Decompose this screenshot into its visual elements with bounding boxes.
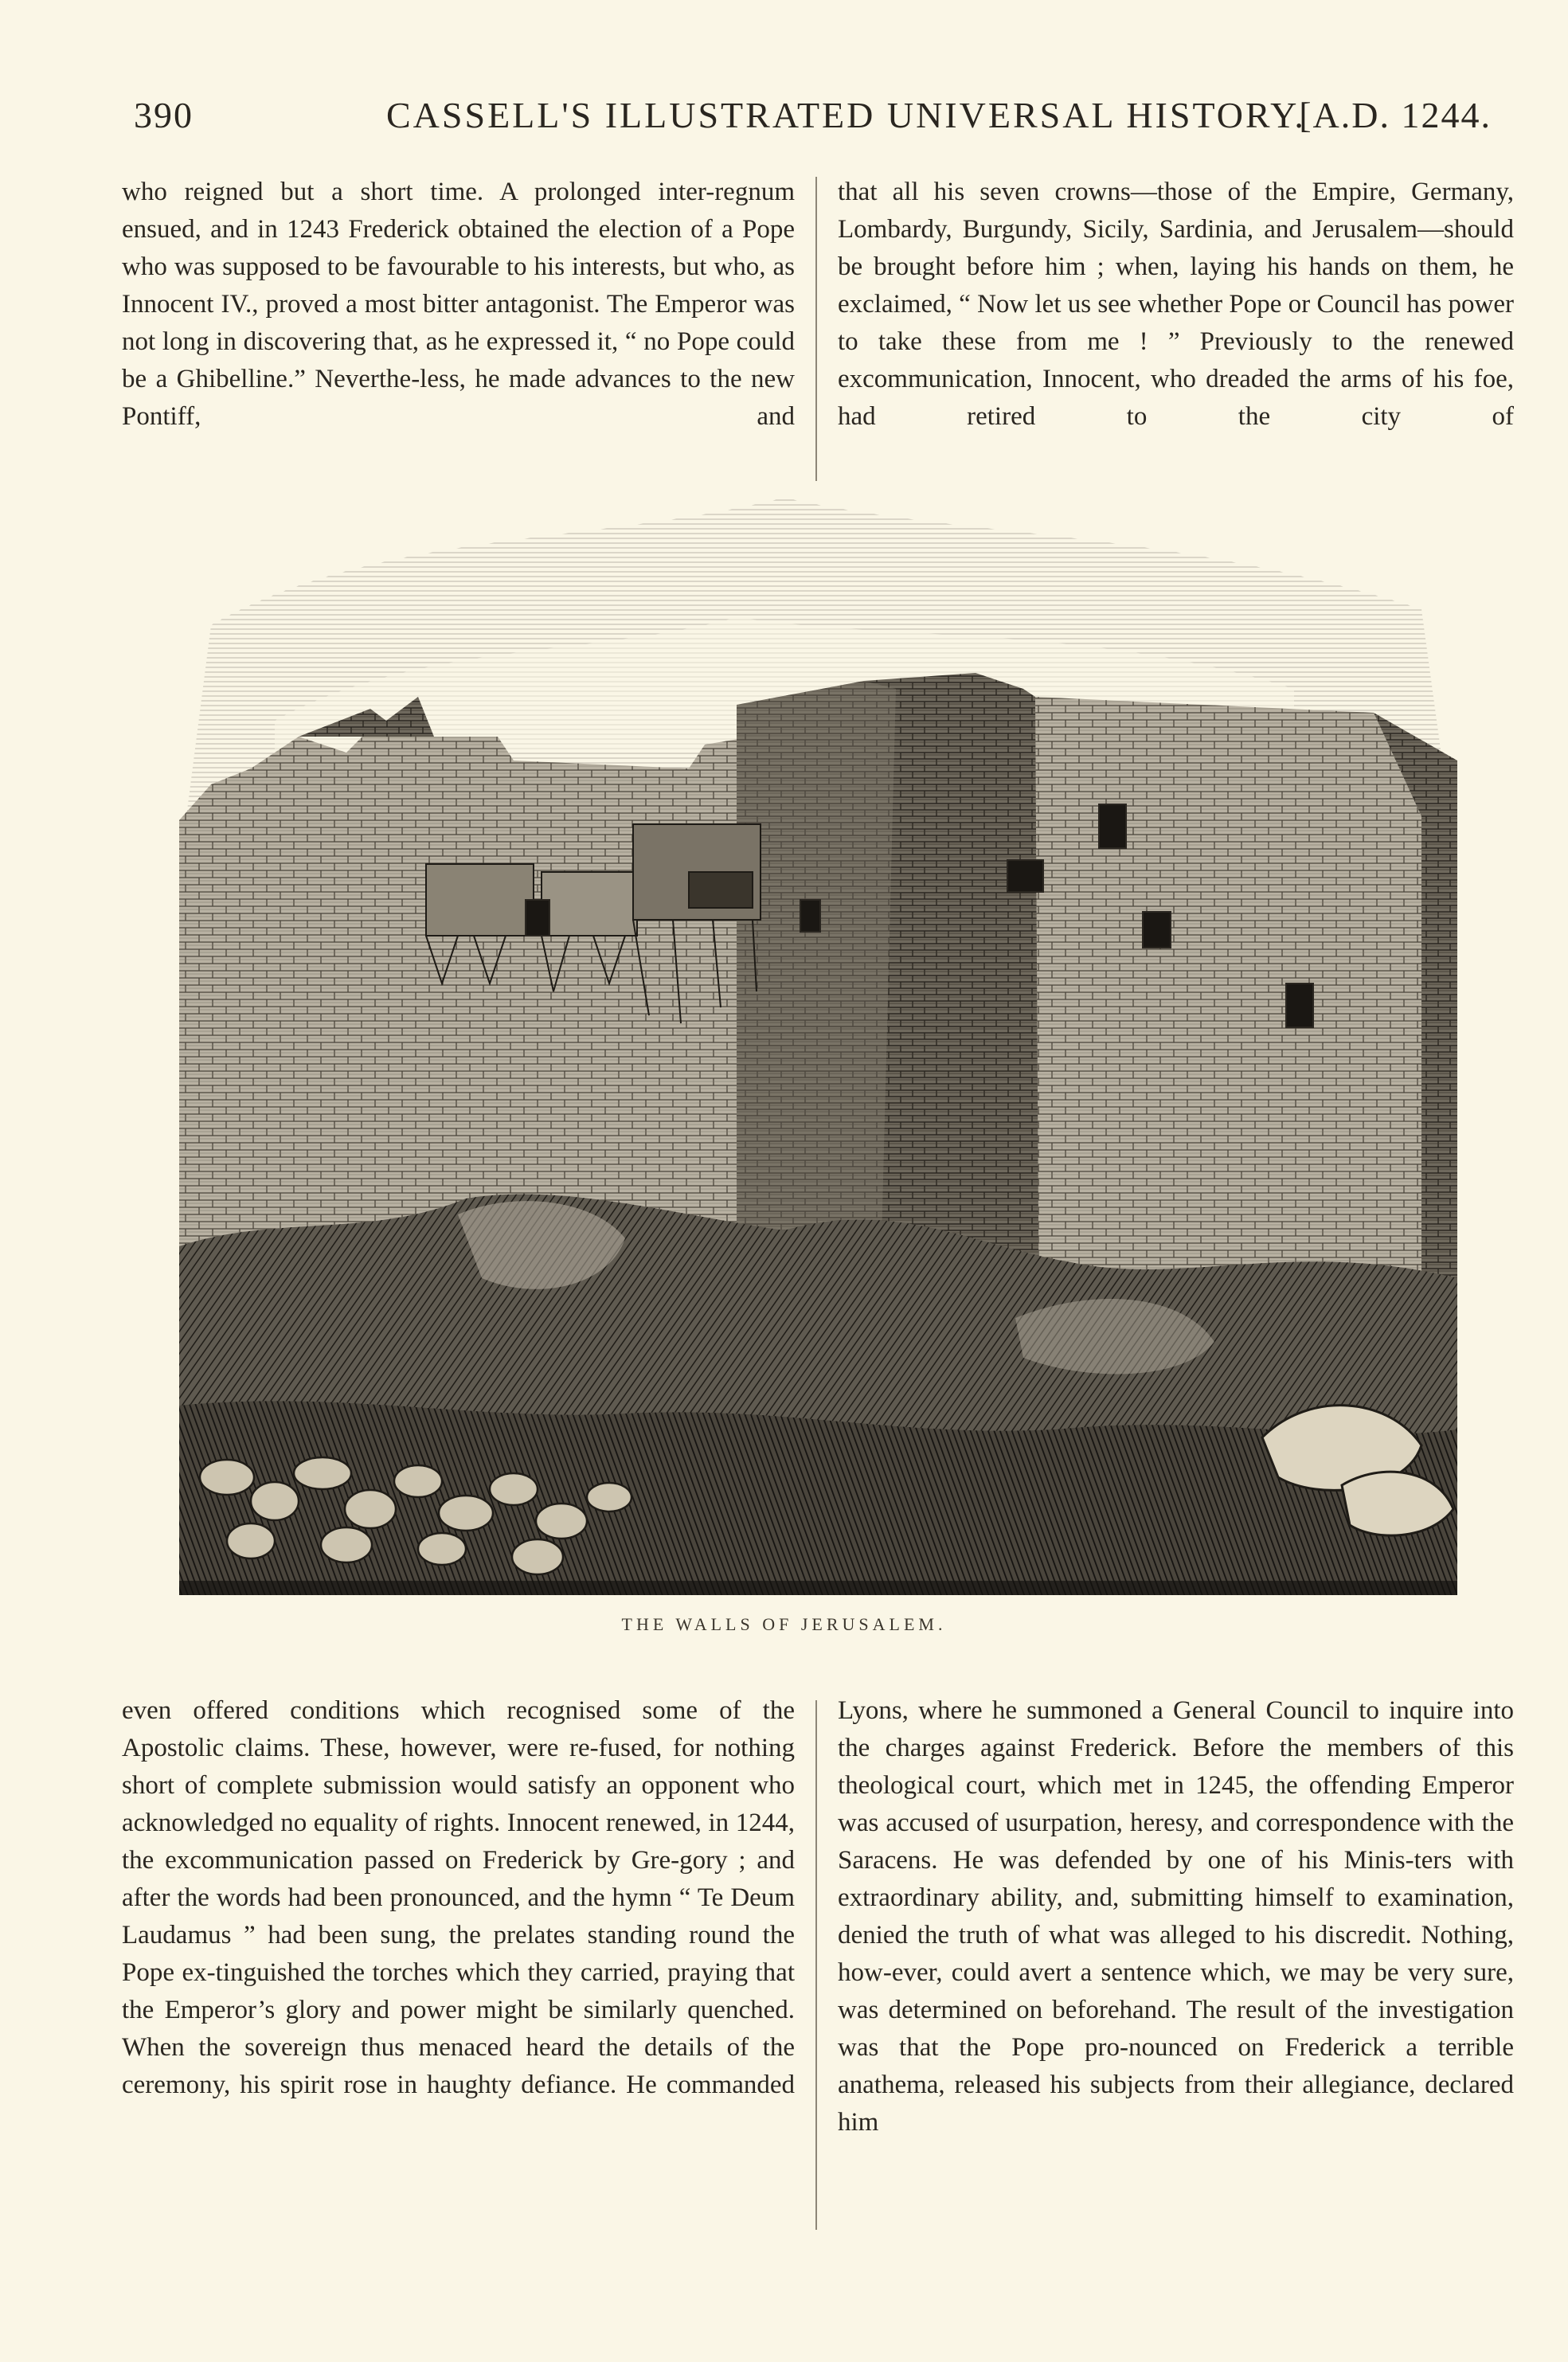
page-number: 390	[134, 95, 194, 135]
text-column-top-right: that all his seven crowns—those of the Empire, Germany, Lombardy, Burgundy, Sicily, Sardinia, and Jerusalem—should be brought before him ; when, laying his hands on them, he exclaimed, “ Now let us see whether Pope or Council has power to take these from me ! ” Previously to the renewed excommunication, Innocent, who dreaded the arms of his foe, had retired to the city of	[838, 178, 1514, 431]
text-column-bottom-left: even offered conditions which recognised some of the Apostolic claims. These, however, were re-fused, for nothing short of complete submission would satisfy an opponent who acknowledged no equality of rights. Innocent renewed, in 1244, the excommunication passed on Frederick by Gre-gory ; and after the words had been pronounced, and the hymn “ Te Deum Laudamus ” had been sung, the prelates standing round the Pope ex-tinguished the torches which they carried, praying that the Emperor’s glory and power might be similarly quenched. When the sovereign thus menaced heard the details of the ceremony, his spirit rose in haughty defiance. He commanded	[122, 1696, 795, 2099]
column-divider-bottom	[815, 1700, 817, 2230]
engraving-illustration	[179, 498, 1457, 1595]
running-header	[127, 94, 1492, 142]
text-column-top-left: who reigned but a short time. A prolonged inter-regnum ensued, and in 1243 Frederick obtained the election of a Pope who was supposed to be favourable to his interests, but who, as Innocent IV., proved a most bitter antagonist. The Emperor was not long in discovering that, as he expressed it, “ no Pope could be a Ghibelline.” Neverthe-less, he made advances to the new Pontiff, and	[122, 178, 795, 431]
figure-caption: THE WALLS OF JERUSALEM.	[621, 1614, 947, 1634]
running-title: CASSELL'S ILLUSTRATED UNIVERSAL HISTORY.	[386, 95, 1306, 135]
text-column-bottom-right: Lyons, where he summoned a General Council to inquire into the charges against Frederick. Before the members of this theological court, which met in 1245, the offending Emperor was accused of usurpation, heresy, and correspondence with the Saracens. He was defended by one of his Minis-ters with extraordinary ability, and, submitting himself to examination, denied the truth of what was alleged to his discredit. Nothing, how-ever, could avert a sentence which, we may be very sure, was determined on beforehand. The result of the investigation was that the Pope pro-nounced on Frederick a terrible anathema, released his subjects from their allegiance, declared him	[838, 1696, 1514, 2137]
column-divider-top	[815, 177, 817, 481]
header-date: [A.D. 1244.	[1299, 95, 1492, 135]
